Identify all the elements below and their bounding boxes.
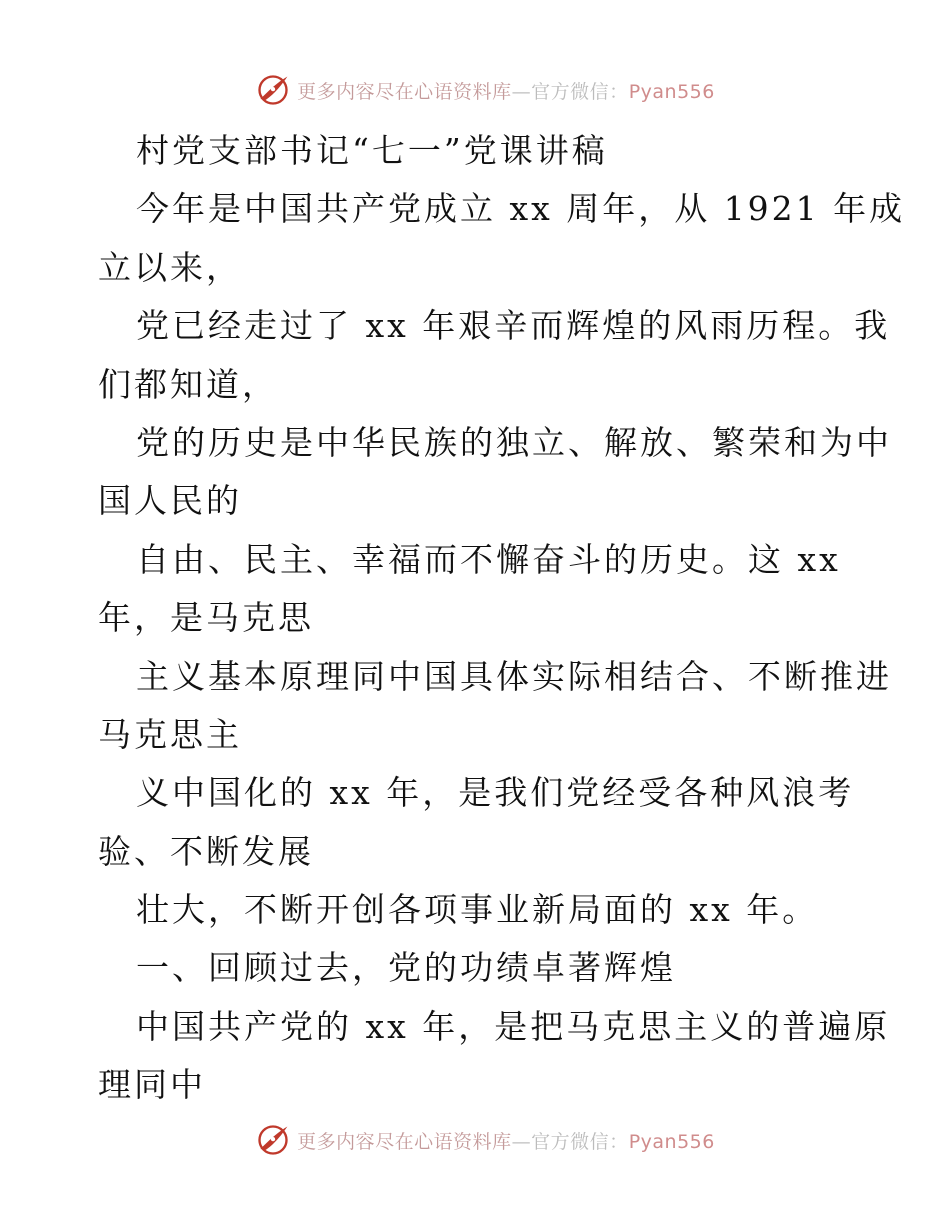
paragraph-line: 今年是中国共产党成立 xx 周年，从 1921 年成 [136,189,906,229]
paragraph-line: 党已经走过了 xx 年艰辛而辉煌的风雨历程。我 [136,306,891,346]
banner-wechat-label: 官方微信： [531,1130,629,1153]
banner-text [297,77,715,104]
paragraph-line: 年，是马克思 [98,598,314,638]
paragraph-line: 义中国化的 xx 年，是我们党经受各种风浪考 [136,773,855,813]
paragraph-line: 马克思主 [98,714,242,754]
banner-dash: — [511,80,532,103]
paragraph-line: 立以来， [98,247,242,287]
paragraph-line: 验、不断发展 [98,831,314,871]
document-body [98,122,906,1115]
banner-wechat-id: Pyan556 [628,1130,715,1153]
banner-wechat-id: Pyan556 [628,80,715,103]
document-title: 村党支部书记“七一”党课讲稿 [136,131,608,170]
paragraph-line: 党的历史是中华民族的独立、解放、繁荣和为中 [136,422,892,462]
footer-banner [0,1118,950,1162]
paragraph-line: 主义基本原理同中国具体实际相结合、不断推进 [136,656,892,696]
banner-site-text: 更多内容尽在心语资料库 [297,80,512,103]
paragraph-line: 国人民的 [98,481,242,521]
section-heading: 一、回顾过去，党的功绩卓著辉煌 [136,948,676,988]
paragraph-line: 中国共产党的 xx 年，是把马克思主义的普遍原 [136,1006,891,1046]
header-banner [0,68,950,112]
banner-dash: — [511,1130,532,1153]
paragraph-line: 们都知道， [98,364,278,404]
banner-wechat-label: 官方微信： [531,80,629,103]
paragraph-line: 理同中 [98,1065,206,1105]
banner-site-text: 更多内容尽在心语资料库 [297,1130,512,1153]
paragraph-line: 自由、民主、幸福而不懈奋斗的历史。这 xx [136,539,841,579]
banner-text [297,1127,715,1154]
paragraph-line: 壮大，不断开创各项事业新局面的 xx 年。 [136,890,819,930]
footer-banner-content [255,1122,715,1158]
pen-nib-circle-icon [255,1122,291,1158]
header-banner-content [255,72,715,108]
pen-nib-circle-icon [255,72,291,108]
